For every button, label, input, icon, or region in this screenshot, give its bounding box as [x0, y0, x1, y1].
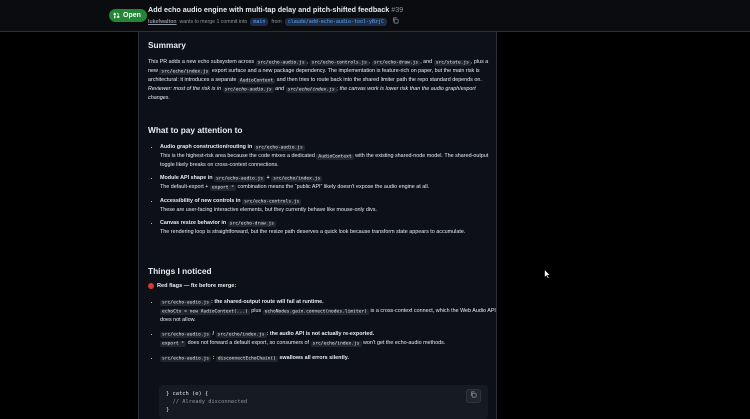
- code-line: // Already disconnected: [166, 399, 248, 405]
- noticed-heading: Things I noticed: [148, 266, 212, 276]
- list-item: • Audio graph construction/routing in src/echo-audio.js This is the highest-risk area because the code mixes a dedicated AudioContext with the existing shared-node model. The shared-output toggle likely breaks on cross-context connections.: [160, 143, 502, 169]
- list-item: • Accessibility of new controls in src/echo-controls.js These are user-facing interactive elements, but they currently behave like mouse-only divs.: [160, 197, 502, 214]
- code-span: src/echo-audio.js: [257, 60, 305, 65]
- list-item: • src/echo-audio.js : disconnectEchoChain() swallows all errors silently.: [160, 354, 500, 363]
- cursor-icon: [544, 266, 551, 284]
- copy-code-button[interactable]: [466, 389, 481, 403]
- code-span: src/echo-controls.js: [311, 60, 367, 65]
- red-flags-label: Red flags — fix before merge:: [148, 283, 236, 289]
- code-span: src/echo-draw.js: [373, 60, 419, 65]
- base-branch[interactable]: main: [250, 18, 268, 26]
- head-branch[interactable]: claude/add-echo-audio-tool-yBzjC: [285, 18, 387, 26]
- status-badge: [109, 9, 147, 22]
- code-line: }: [166, 407, 170, 413]
- code-span: AudioContext: [239, 78, 274, 83]
- pr-title-text: Add echo audio engine with multi-tap delay and pitch-shifted feedback: [148, 5, 390, 14]
- status-label: Open: [123, 12, 141, 19]
- list-item: • Module API shape in src/echo-audio.js + src/echo/index.js The default-export + export * combination means the “public API” likely doesn't expose the audio engine at all.: [160, 174, 502, 192]
- summary-paragraph: This PR adds a new echo subsystem across src/echo-audio.js , src/echo-controls.js , src/echo-draw.js , and src/state.js , plus a new src/echo/index.js export surface and a new package dependency. The implementation is feature-rich on paper, but the main risk is architectural: it introduces a separate AudioContext and then tries to route back into the shared limiter path the repo standard depends on. Reviewer: most of the risk is in src/echo-audio.js and src/echo/index.js ; the canvas work is lower risk than the audio graph/export changes.: [148, 59, 489, 101]
- code-block: [159, 385, 488, 419]
- code-line: } catch (e) {: [166, 391, 209, 397]
- author-link[interactable]: lukefwalton: [148, 18, 177, 25]
- page-title: [148, 5, 403, 14]
- copy-icon: [470, 391, 477, 401]
- code-span: src/echo/index.js: [161, 69, 209, 74]
- pr-number[interactable]: #39: [391, 5, 404, 14]
- copy-icon[interactable]: [392, 17, 399, 26]
- list-item: • Canvas resize behavior in src/echo-draw.js The rendering loop is straightforward, but the resize path deserves a quick look because transform state appears to accumulate.: [160, 219, 502, 236]
- list-item: • src/echo-audio.js / src/echo/index.js : the audio API is not actually re-exported. export * does not forward a default export, so consumers of src/echo/index.js won't get the echo-audio methods.: [160, 330, 500, 348]
- code-span: src/state.js: [435, 60, 469, 65]
- comment-body: [138, 32, 497, 419]
- pr-header: [0, 0, 750, 32]
- from-text: from: [271, 18, 282, 25]
- reviewer-note: Reviewer: most of the risk is in src/echo-audio.js and src/echo/index.js ; the canvas work is lower risk than the audio graph/export changes.: [148, 86, 476, 101]
- pr-open-icon: [113, 12, 120, 19]
- attention-list: [148, 143, 502, 236]
- summary-heading: Summary: [148, 40, 186, 50]
- red-flags-list: [148, 298, 500, 363]
- red-flag-icon: [148, 283, 154, 289]
- list-item: • src/echo-audio.js : the shared-output route will fail at runtime. echoCtx = new AudioContext(...) plus echoNodes.gain.connect(nodes.limiter) is a cross-context connect, which the Web Audio API does not allow.: [160, 298, 500, 324]
- attention-heading: What to pay attention to: [148, 125, 243, 135]
- meta-text: wants to merge 1 commit into: [179, 18, 248, 25]
- pr-meta: [148, 17, 399, 26]
